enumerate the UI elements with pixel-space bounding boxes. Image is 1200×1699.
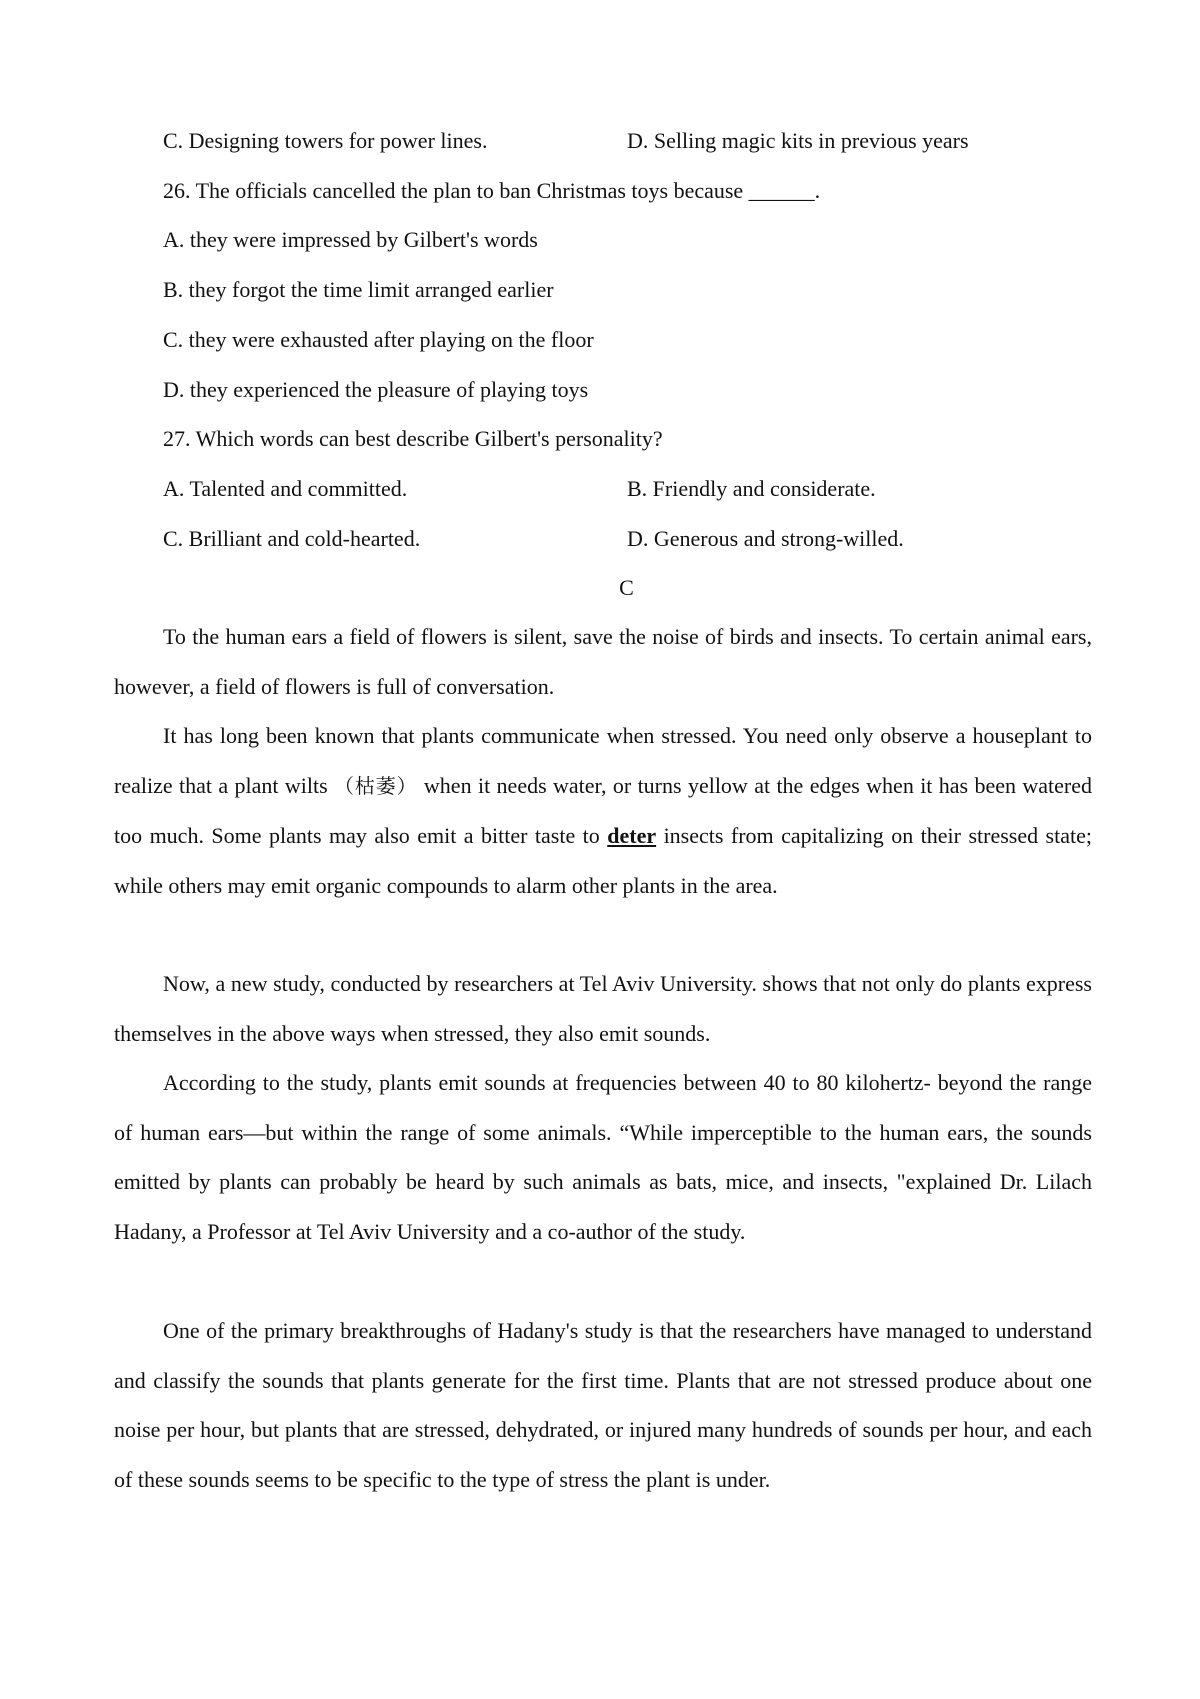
q27-option-c: C. Brilliant and cold-hearted.: [163, 526, 421, 551]
paragraph-2-text-1: It has long been known that plants communicate when stressed. You need only observe a houseplant to realize that a plant wilts: [114, 723, 1092, 798]
q26-option-c: C. they were exhausted after playing on the floor: [163, 327, 594, 352]
q25-option-d: D. Selling magic kits in previous years: [627, 128, 969, 153]
paragraph-2-text-3: insects from capitalizing on their stressed state; while others may emit organic compounds to alarm other plants in the area.: [114, 823, 1092, 898]
q26-stem: 26. The officials cancelled the plan to ban Christmas toys because ______.: [163, 178, 821, 203]
q27-stem: 27. Which words can best describe Gilbert's personality?: [163, 426, 663, 451]
passage-paragraph-4: According to the study, plants emit sounds at frequencies between 40 to 80 kilohertz- beyond the range of human ears—but within the range of some animals. “While imperceptible to the human ears, the sounds emitted by plants can probably be heard by such animals as bats, mice, and insects, "explained Dr. Lilach Hadany, a Professor at Tel Aviv University and a co-author of the study.: [114, 1070, 1092, 1244]
vocabulary-word: deter: [607, 823, 657, 849]
q27-option-d: D. Generous and strong-willed.: [627, 526, 904, 551]
passage-paragraph-5: One of the primary breakthroughs of Hadany's study is that the researchers have managed to understand and classify the sounds that plants generate for the first time. Plants that are not stressed produce about one noise per hour, but plants that are stressed, dehydrated, or injured many hundreds of sounds per hour, and each of these sounds seems to be specific to the type of stress the plant is under.: [114, 1318, 1092, 1492]
passage-paragraph-3: Now, a new study, conducted by researchers at Tel Aviv University. shows that not only do plants express themselves in the above ways when stressed, they also emit sounds.: [114, 971, 1092, 1046]
q26-option-d: D. they experienced the pleasure of playing toys: [163, 377, 589, 402]
q26-option-a: A. they were impressed by Gilbert's words: [163, 227, 538, 252]
chinese-gloss: （枯萎）: [334, 773, 418, 798]
q25-option-c: C. Designing towers for power lines.: [163, 128, 488, 153]
paragraph-2-text-2: when it needs water, or turns yellow at the edges when it has been watered too much. Some plants may also emit a bitter taste to: [114, 772, 1093, 849]
q27-option-b: B. Friendly and considerate.: [627, 476, 876, 501]
q26-option-b: B. they forgot the time limit arranged earlier: [163, 277, 554, 302]
passage-paragraph-2: [114, 711, 1092, 910]
q27-option-a: A. Talented and committed.: [163, 476, 408, 501]
section-heading: C: [619, 575, 634, 600]
passage-paragraph-1: To the human ears a field of flowers is silent, save the noise of birds and insects. To certain animal ears, however, a field of flowers is full of conversation.: [114, 624, 1092, 699]
